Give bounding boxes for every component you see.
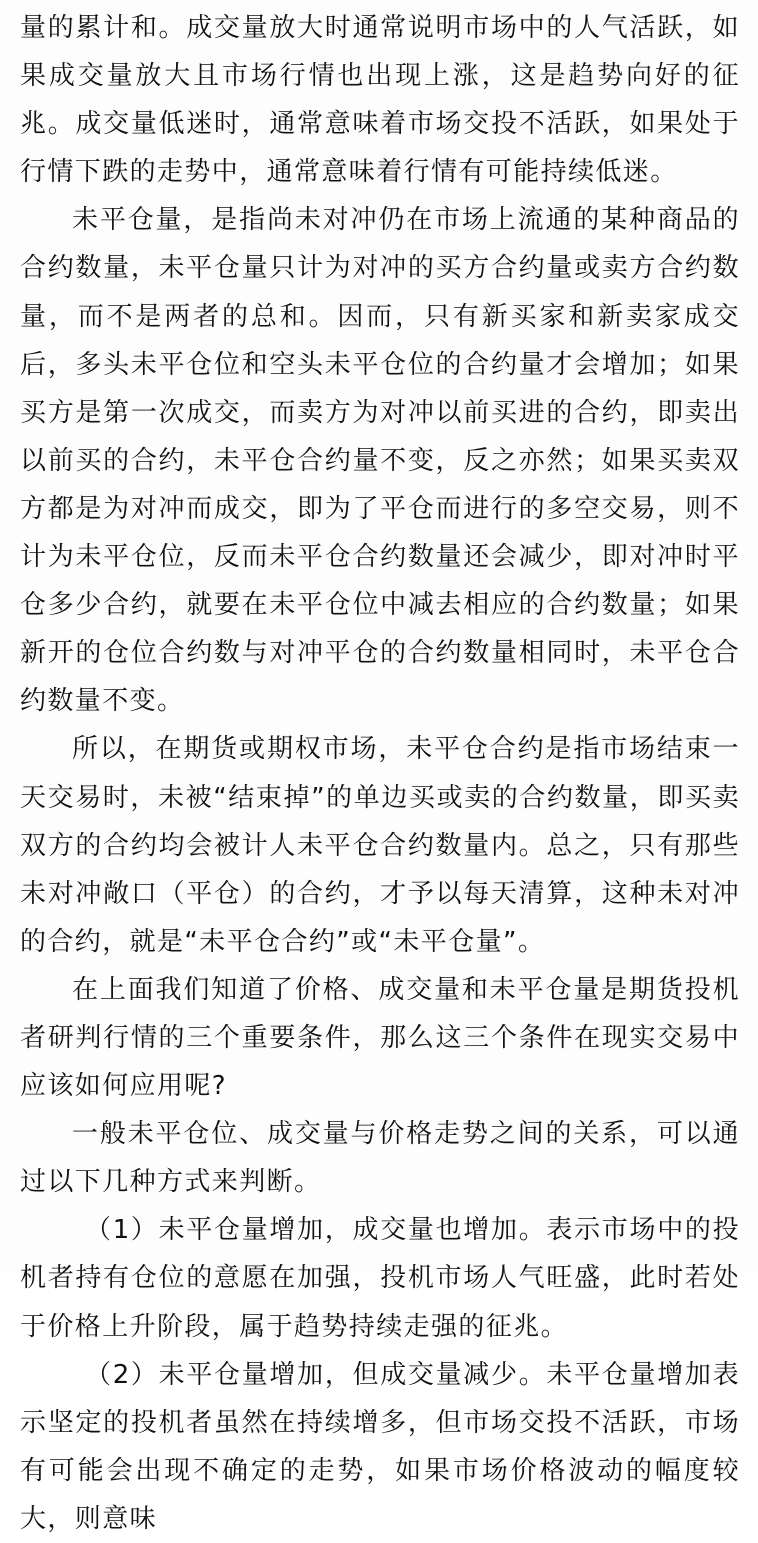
paragraph-three-conditions: 在上面我们知道了价格、成交量和未平仓量是期货投机者研判行情的三个重要条件，那么这三个条件在现实交易中应该如何应用呢? bbox=[20, 974, 740, 1102]
list-item-1: （1）未平仓量增加，成交量也增加。表示市场中的投机者持有仓位的意愿在加强，投机市场人气旺盛，此时若处于价格上升阶段，属于趋势持续走强的征兆。 bbox=[20, 1215, 740, 1342]
paragraph-open-contracts-summary: 所以，在期货或期权市场，未平仓合约是指市场结束一天交易时，未被“结束掉”的单边买或卖的合约数量，即买卖双方的合约均会被计人未平仓合约数量内。总之，只有那些未对冲敞口（平仓）的合约，才予以每天清算，这种未对冲的合约，就是“未平仓合约”或“未平仓量”。 bbox=[20, 734, 740, 957]
paragraph-open-interest-definition: 未平仓量，是指尚未对冲仍在市场上流通的某种商品的合约数量，未平仓量只计为对冲的买方合约量或卖方合约数量，而不是两者的总和。因而，只有新买家和新卖家成交后，多头未平仓位和空头未平仓位的合约量才会增加；如果买方是第一次成交，而卖方为对冲以前买进的合约，即卖出以前买的合约，未平仓合约量不变，反之亦然；如果买卖双方都是为对冲而成交，即为了平仓而进行的多空交易，则不计为未平仓位，反而未平仓合约数量还会减少，即对冲时平仓多少合约，就要在未平仓位中减去相应的合约数量；如果新开的仓位合约数与对冲平仓的合约数量相同时，未平仓合约数量不变。 bbox=[20, 205, 740, 717]
paragraph-volume-continuation: 量的累计和。成交量放大时通常说明市场中的人气活跃，如果成交量放大且市场行情也出现上涨，这是趋势向好的征兆。成交量低迷时，通常意味着市场交投不活跃，如果处于行情下跌的走势中，通常意味着行情有可能持续低迷。 bbox=[20, 13, 740, 188]
list-item-2: （2）未平仓量增加，但成交量减少。未平仓量增加表示坚定的投机者虽然在持续增多，但市场交投不活跃，市场有可能会出现不确定的走势，如果市场价格波动的幅度较大，则意味 bbox=[20, 1359, 740, 1534]
paragraph-relationship-intro: 一般未平仓位、成交量与价格走势之间的关系，可以通过以下几种方式来判断。 bbox=[20, 1119, 740, 1198]
